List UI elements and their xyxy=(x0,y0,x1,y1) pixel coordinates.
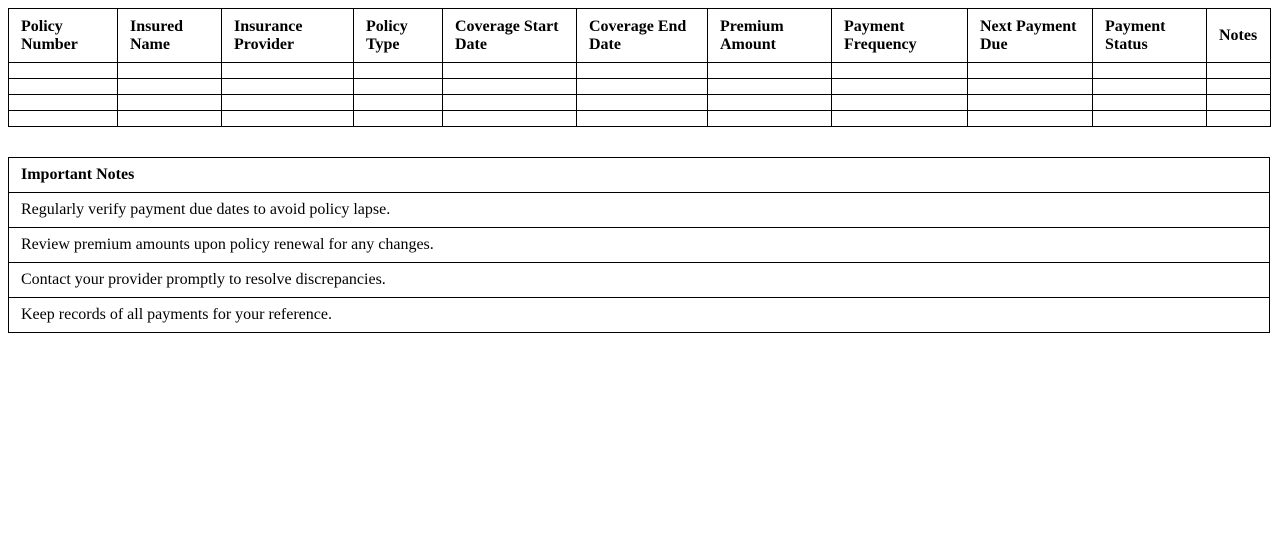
table-cell xyxy=(222,95,354,111)
note-item: Review premium amounts upon policy renewal for any changes. xyxy=(9,228,1270,263)
header-payment-status: Payment Status xyxy=(1093,9,1207,63)
header-premium-amount: Premium Amount xyxy=(708,9,832,63)
table-cell xyxy=(577,79,708,95)
header-coverage-start-date: Coverage Start Date xyxy=(443,9,577,63)
header-payment-frequency: Payment Frequency xyxy=(832,9,968,63)
table-cell xyxy=(354,111,443,127)
note-item: Contact your provider promptly to resolve discrepancies. xyxy=(9,263,1270,298)
table-cell xyxy=(968,63,1093,79)
table-cell xyxy=(1093,111,1207,127)
note-row xyxy=(9,193,1270,228)
table-cell xyxy=(832,79,968,95)
table-cell xyxy=(968,111,1093,127)
note-row xyxy=(9,228,1270,263)
header-notes: Notes xyxy=(1207,9,1271,63)
note-row xyxy=(9,298,1270,333)
header-next-payment-due: Next Payment Due xyxy=(968,9,1093,63)
table-cell xyxy=(9,79,118,95)
table-cell xyxy=(9,95,118,111)
note-item: Regularly verify payment due dates to avoid policy lapse. xyxy=(9,193,1270,228)
table-cell xyxy=(443,79,577,95)
table-row xyxy=(9,95,1271,111)
table-cell xyxy=(708,63,832,79)
header-insurance-provider: Insurance Provider xyxy=(222,9,354,63)
table-cell xyxy=(222,111,354,127)
policy-table xyxy=(8,8,1271,127)
table-cell xyxy=(577,95,708,111)
table-cell xyxy=(1207,63,1271,79)
table-cell xyxy=(968,95,1093,111)
header-coverage-end-date: Coverage End Date xyxy=(577,9,708,63)
table-cell xyxy=(1207,79,1271,95)
table-cell xyxy=(832,111,968,127)
table-cell xyxy=(222,63,354,79)
table-cell xyxy=(1093,63,1207,79)
table-cell xyxy=(222,79,354,95)
table-cell xyxy=(354,95,443,111)
table-cell xyxy=(708,111,832,127)
table-cell xyxy=(1207,111,1271,127)
notes-title: Important Notes xyxy=(9,158,1270,193)
table-cell xyxy=(1093,95,1207,111)
table-cell xyxy=(968,79,1093,95)
table-cell xyxy=(1207,95,1271,111)
note-item: Keep records of all payments for your reference. xyxy=(9,298,1270,333)
table-row xyxy=(9,111,1271,127)
header-insured-name: Insured Name xyxy=(118,9,222,63)
table-cell xyxy=(354,79,443,95)
table-cell xyxy=(118,111,222,127)
table-cell xyxy=(118,79,222,95)
note-row xyxy=(9,263,1270,298)
table-cell xyxy=(708,79,832,95)
table-cell xyxy=(577,111,708,127)
table-cell xyxy=(832,95,968,111)
header-policy-number: Policy Number xyxy=(9,9,118,63)
table-cell xyxy=(443,95,577,111)
table-row xyxy=(9,79,1271,95)
table-cell xyxy=(443,63,577,79)
table-cell xyxy=(9,111,118,127)
table-cell xyxy=(1093,79,1207,95)
table-cell xyxy=(577,63,708,79)
header-policy-type: Policy Type xyxy=(354,9,443,63)
important-notes-table xyxy=(8,157,1270,333)
table-cell xyxy=(118,63,222,79)
table-cell xyxy=(9,63,118,79)
notes-header-row xyxy=(9,158,1270,193)
document xyxy=(8,8,1270,333)
table-cell xyxy=(354,63,443,79)
table-cell xyxy=(832,63,968,79)
table-cell xyxy=(708,95,832,111)
table-cell xyxy=(443,111,577,127)
table-row xyxy=(9,63,1271,79)
header-row xyxy=(9,9,1271,63)
table-cell xyxy=(118,95,222,111)
